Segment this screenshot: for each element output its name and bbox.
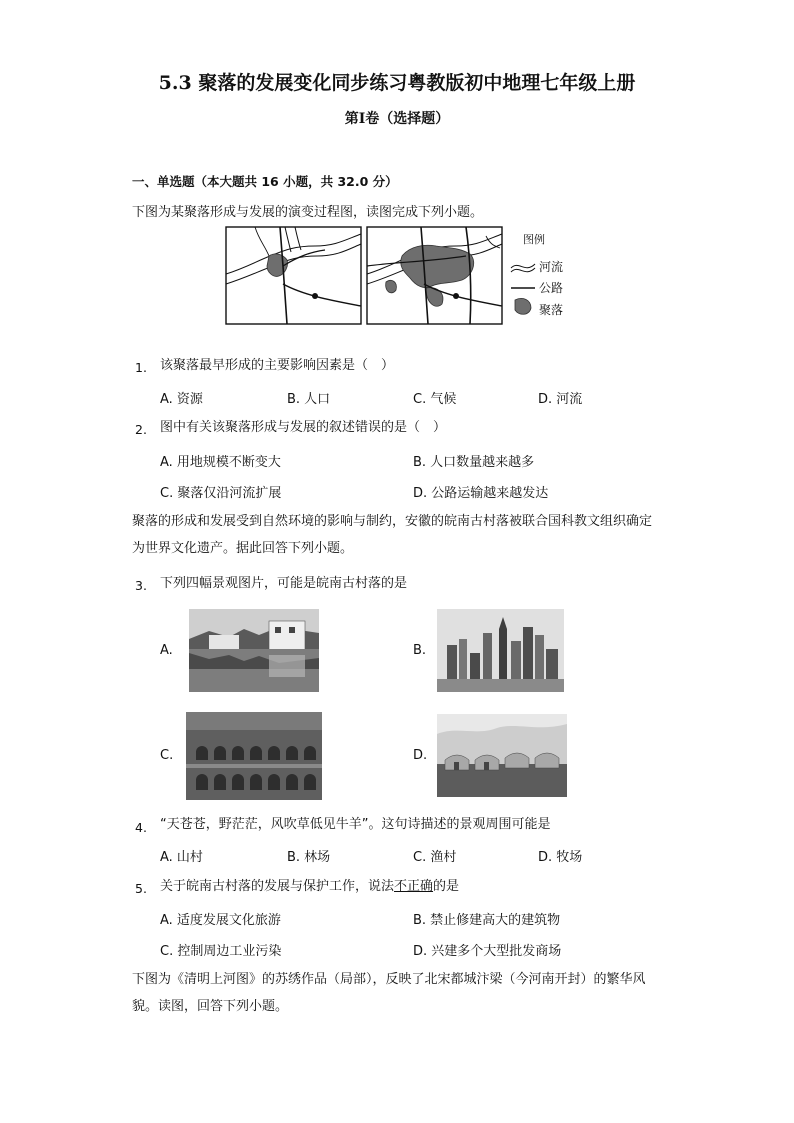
question-5-stem-underlined: 不正确 (394, 879, 434, 894)
legend-road: 公路 (539, 281, 564, 295)
question-1-option-a: A. 资源 (160, 392, 203, 407)
question-5-stem-before: 关于皖南古村落的发展与保护工作，说法 (160, 879, 395, 894)
settlement-maps (225, 226, 585, 326)
question-2-option-c: C. 聚落仅沿河流扩展 (160, 486, 282, 501)
question-3-option-a: A. (160, 643, 173, 658)
map-legend (511, 232, 563, 317)
question-5-option-c: C. 控制周边工业污染 (160, 944, 282, 959)
page-subtitle: 第I卷（选择题） (344, 111, 450, 127)
question-5-option-b: B. 禁止修建高大的建筑物 (413, 913, 561, 928)
photo-cave-dwellings (186, 712, 322, 800)
question-1-stem: 该聚落最早形成的主要影响因素是（ ） (160, 358, 395, 373)
question-1-option-b: B. 人口 (287, 392, 331, 407)
intro-text-3: 下图为《清明上河图》的苏绣作品（局部），反映了北宋都城汴梁（今河南开封）的繁华风貌。读图，回答下列小题。 (132, 972, 646, 1014)
question-3-stem: 下列四幅景观图片，可能是皖南古村落的是 (160, 576, 408, 591)
page-title: 5.3 聚落的发展变化同步练习粤教版初中地理七年级上册 (158, 72, 636, 94)
legend-settlement: 聚落 (539, 303, 564, 317)
intro-text-2: 聚落的形成和发展受到自然环境的影响与制约，安徽的皖南古村落被联合国科教文组织确定为世界文化遗产。据此回答下列小题。 (132, 514, 653, 556)
question-3-number: 3. (135, 578, 147, 593)
question-2-number: 2. (135, 422, 147, 437)
question-4-stem: “天苍苍，野茫茫，风吹草低见牛羊”。这句诗描述的景观周围可能是 (160, 817, 551, 832)
settlement-legend-icon (515, 298, 531, 314)
question-2-stem: 图中有关该聚落形成与发展的叙述错误的是（ ） (160, 420, 447, 435)
question-4-option-b: B. 林场 (287, 850, 331, 865)
question-4-number: 4. (135, 820, 147, 835)
question-4-option-d: D. 牧场 (538, 850, 583, 865)
question-4-option-c: C. 渔村 (413, 850, 457, 865)
photo-ancient-village (189, 609, 319, 692)
question-3-option-b: B. (413, 643, 427, 658)
question-1-option-c: C. 气候 (413, 392, 457, 407)
question-5-number: 5. (135, 881, 147, 896)
question-3-option-d: D. (413, 748, 428, 763)
question-4-option-a: A. 山村 (160, 850, 203, 865)
photo-yurts-grassland (437, 714, 567, 797)
question-2-option-b: B. 人口数量越来越多 (413, 455, 535, 470)
section-header: 一、单选题（本大题共 16 小题，共 32.0 分） (132, 174, 398, 189)
question-5-stem (160, 877, 459, 897)
question-3-option-c: C. (160, 748, 174, 763)
question-5-option-a: A. 适度发展文化旅游 (160, 913, 281, 928)
question-5-stem-after: 的是 (433, 879, 460, 894)
photo-city-skyline (437, 609, 564, 692)
river-legend-icon (511, 264, 535, 268)
question-5-option-d: D. 兴建多个大型批发商场 (413, 944, 562, 959)
intro-text-1: 下图为某聚落形成与发展的演变过程图，读图完成下列小题。 (132, 205, 484, 220)
legend-river: 河流 (539, 260, 564, 274)
question-2-option-d: D. 公路运输越来越发达 (413, 486, 549, 501)
question-1-option-d: D. 河流 (538, 392, 583, 407)
question-2-option-a: A. 用地规模不断变大 (160, 455, 281, 470)
question-1-number: 1. (135, 360, 147, 375)
map-stage-1 (226, 227, 361, 324)
settlement-evolution-figure (225, 226, 585, 326)
legend-title: 图例 (523, 233, 545, 246)
map-stage-2 (367, 227, 502, 324)
